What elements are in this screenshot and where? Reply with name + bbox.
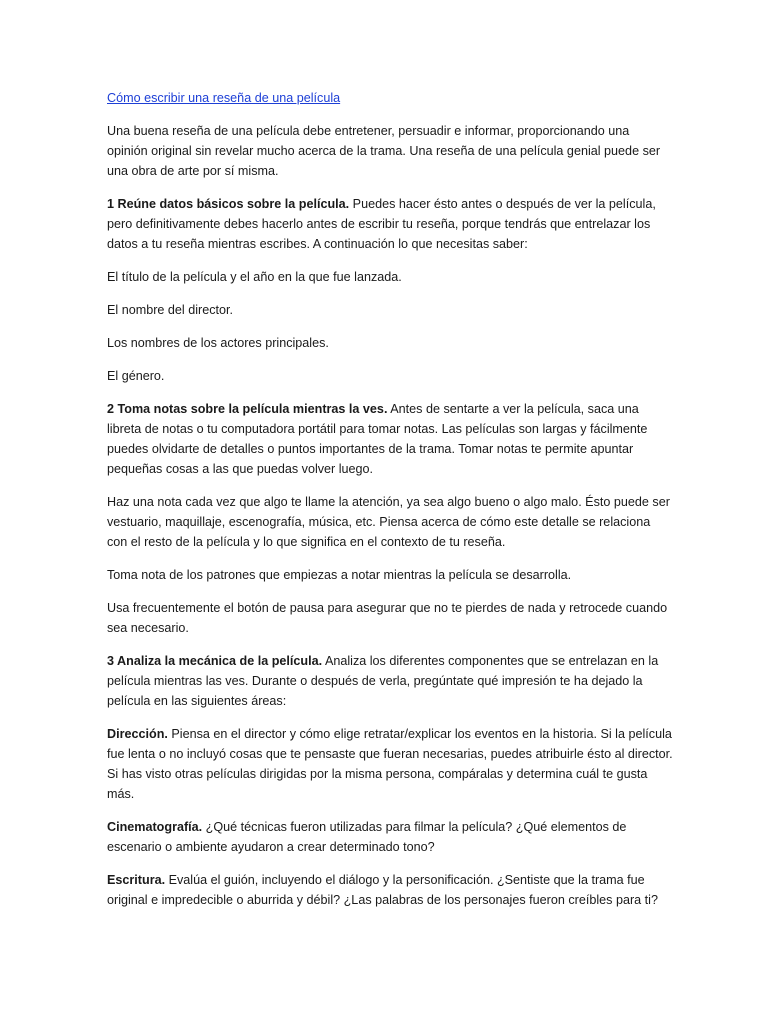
step3-heading: 3 Analiza la mecánica de la película.: [107, 654, 323, 668]
direction-text: Piensa en el director y cómo elige retratar/explicar los eventos en la historia. Si la película fue lenta o no incluyó cosas que te pensaste que fueran necesarias, puedes atribuirle ésto al director. Si has visto otras películas dirigidas por la misma persona, compáralas y determina cuál te gusta más.: [107, 727, 673, 801]
direction-paragraph: [107, 724, 673, 804]
item-genre: El género.: [107, 369, 165, 383]
item-director: El nombre del director.: [107, 303, 233, 317]
intro-paragraph: Una buena reseña de una película debe entretener, persuadir e informar, proporcionando una opinión original sin revelar mucho acerca de la trama. Una reseña de una película genial puede ser una obra de arte por sí misma.: [107, 124, 661, 178]
document-page: [107, 88, 673, 923]
step1-heading: 1 Reúne datos básicos sobre la película.: [107, 197, 350, 211]
note-pause: Usa frecuentemente el botón de pausa para asegurar que no te pierdes de nada y retrocede cuando sea necesario.: [107, 601, 668, 635]
writing-heading: Escritura.: [107, 873, 166, 887]
step1-text: Puedes hacer ésto antes o después de ver la película, pero definitivamente debes hacerlo antes de escribir tu reseña, porque tendrás que entrelazar los datos a tu reseña mientras escribes. A continuación lo que necesitas saber:: [107, 197, 656, 251]
step2-text: Antes de sentarte a ver la película, saca una libreta de notas o tu computadora portátil para tomar notas. Las películas son largas y fácilmente puedes olvidarte de detalles o puntos importantes de la trama. Tomar notas te permite apuntar pequeñas cosas a las que puedas volver luego.: [107, 402, 648, 476]
cinema-heading: Cinematografía.: [107, 820, 203, 834]
writing-text: Evalúa el guión, incluyendo el diálogo y la personificación. ¿Sentiste que la trama fue original e impredecible o aburrida y débil? ¿Las palabras de los personajes fueron creíbles para ti?: [107, 873, 658, 907]
step2-heading: 2 Toma notas sobre la película mientras la ves.: [107, 402, 388, 416]
item-title-year: El título de la película y el año en la que fue lanzada.: [107, 270, 402, 284]
note-attention: Haz una nota cada vez que algo te llame la atención, ya sea algo bueno o algo malo. Ésto puede ser vestuario, maquillaje, escenografía, música, etc. Piensa acerca de cómo este detalle se relaciona con el resto de la película y lo que significa en el contexto de tu reseña.: [107, 495, 670, 549]
cinema-paragraph: [107, 817, 673, 857]
document-title-link[interactable]: Cómo escribir una reseña de una película: [107, 91, 341, 105]
step3-text: Analiza los diferentes componentes que se entrelazan en la película mientras las ves. Durante o después de verla, pregúntate qué impresión te ha dejado la película en las siguientes áreas:: [107, 654, 659, 708]
note-patterns: Toma nota de los patrones que empiezas a notar mientras la película se desarrolla.: [107, 568, 572, 582]
step1-paragraph: [107, 194, 673, 254]
direction-heading: Dirección.: [107, 727, 168, 741]
step2-paragraph: [107, 399, 673, 479]
cinema-text: ¿Qué técnicas fueron utilizadas para filmar la película? ¿Qué elementos de escenario o ambiente ayudaron a crear determinado tono?: [107, 820, 627, 854]
writing-paragraph: [107, 870, 673, 910]
item-actors: Los nombres de los actores principales.: [107, 336, 329, 350]
step3-paragraph: [107, 651, 673, 711]
